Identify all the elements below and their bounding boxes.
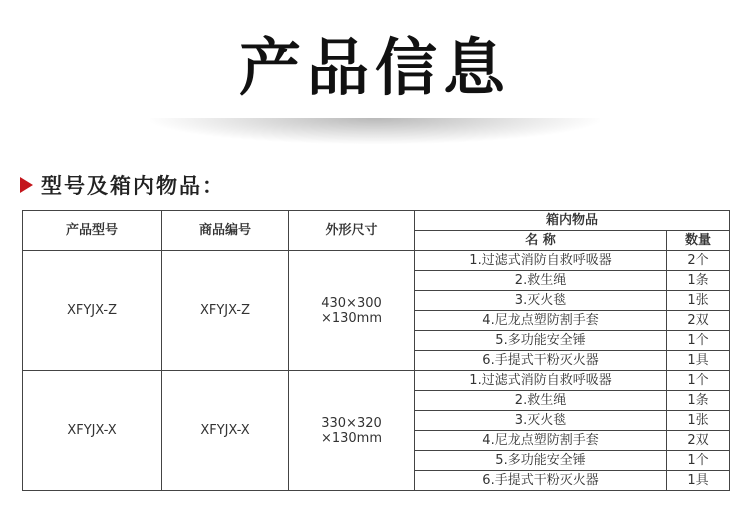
cell-item-quantity: 1个 xyxy=(667,451,730,471)
cell-item-quantity: 1张 xyxy=(667,411,730,431)
cell-item-quantity: 1条 xyxy=(667,391,730,411)
cell-item-code: XFYJX-X xyxy=(162,371,289,491)
cell-item-name: 3.灭火毯 xyxy=(415,291,667,311)
cell-item-quantity: 2双 xyxy=(667,431,730,451)
section-label: 型号及箱内物品： xyxy=(41,174,225,198)
product-info-table xyxy=(22,210,730,491)
cell-item-quantity: 1个 xyxy=(667,371,730,391)
cell-item-name: 1.过滤式消防自救呼吸器 xyxy=(415,251,667,271)
header-item-code: 商品编号 xyxy=(162,211,289,251)
cell-item-name: 4.尼龙点塑防割手套 xyxy=(415,311,667,331)
cell-item-quantity: 1具 xyxy=(667,351,730,371)
cell-item-quantity: 1个 xyxy=(667,331,730,351)
cell-item-name: 5.多功能安全锤 xyxy=(415,331,667,351)
table-row xyxy=(23,251,730,271)
cell-item-quantity: 2双 xyxy=(667,311,730,331)
cell-item-name: 2.救生绳 xyxy=(415,391,667,411)
cell-item-name: 2.救生绳 xyxy=(415,271,667,291)
cell-item-name: 3.灭火毯 xyxy=(415,411,667,431)
page-title: 产品信息 xyxy=(238,31,511,104)
cell-dimensions: 430×300 ×130mm xyxy=(289,251,415,371)
cell-item-code: XFYJX-Z xyxy=(162,251,289,371)
cell-item-quantity: 1具 xyxy=(667,471,730,491)
cell-item-name: 5.多功能安全锤 xyxy=(415,451,667,471)
section-heading xyxy=(20,170,225,200)
header-product-model: 产品型号 xyxy=(23,211,162,251)
header-quantity: 数量 xyxy=(667,231,730,251)
cell-product-model: XFYJX-X xyxy=(23,371,162,491)
cell-item-name: 1.过滤式消防自救呼吸器 xyxy=(415,371,667,391)
header-name: 名 称 xyxy=(415,231,667,251)
table-row xyxy=(23,371,730,391)
table-body xyxy=(23,211,730,491)
cell-item-quantity: 1张 xyxy=(667,291,730,311)
title-shadow-divider xyxy=(150,118,600,144)
cell-item-quantity: 2个 xyxy=(667,251,730,271)
cell-item-name: 6.手提式干粉灭火器 xyxy=(415,471,667,491)
cell-item-name: 4.尼龙点塑防割手套 xyxy=(415,431,667,451)
triangle-bullet-icon xyxy=(20,177,33,193)
cell-item-name: 6.手提式干粉灭火器 xyxy=(415,351,667,371)
cell-dimensions: 330×320 ×130mm xyxy=(289,371,415,491)
header-contents: 箱内物品 xyxy=(415,211,730,231)
cell-product-model: XFYJX-Z xyxy=(23,251,162,371)
cell-item-quantity: 1条 xyxy=(667,271,730,291)
header-dimensions: 外形尺寸 xyxy=(289,211,415,251)
